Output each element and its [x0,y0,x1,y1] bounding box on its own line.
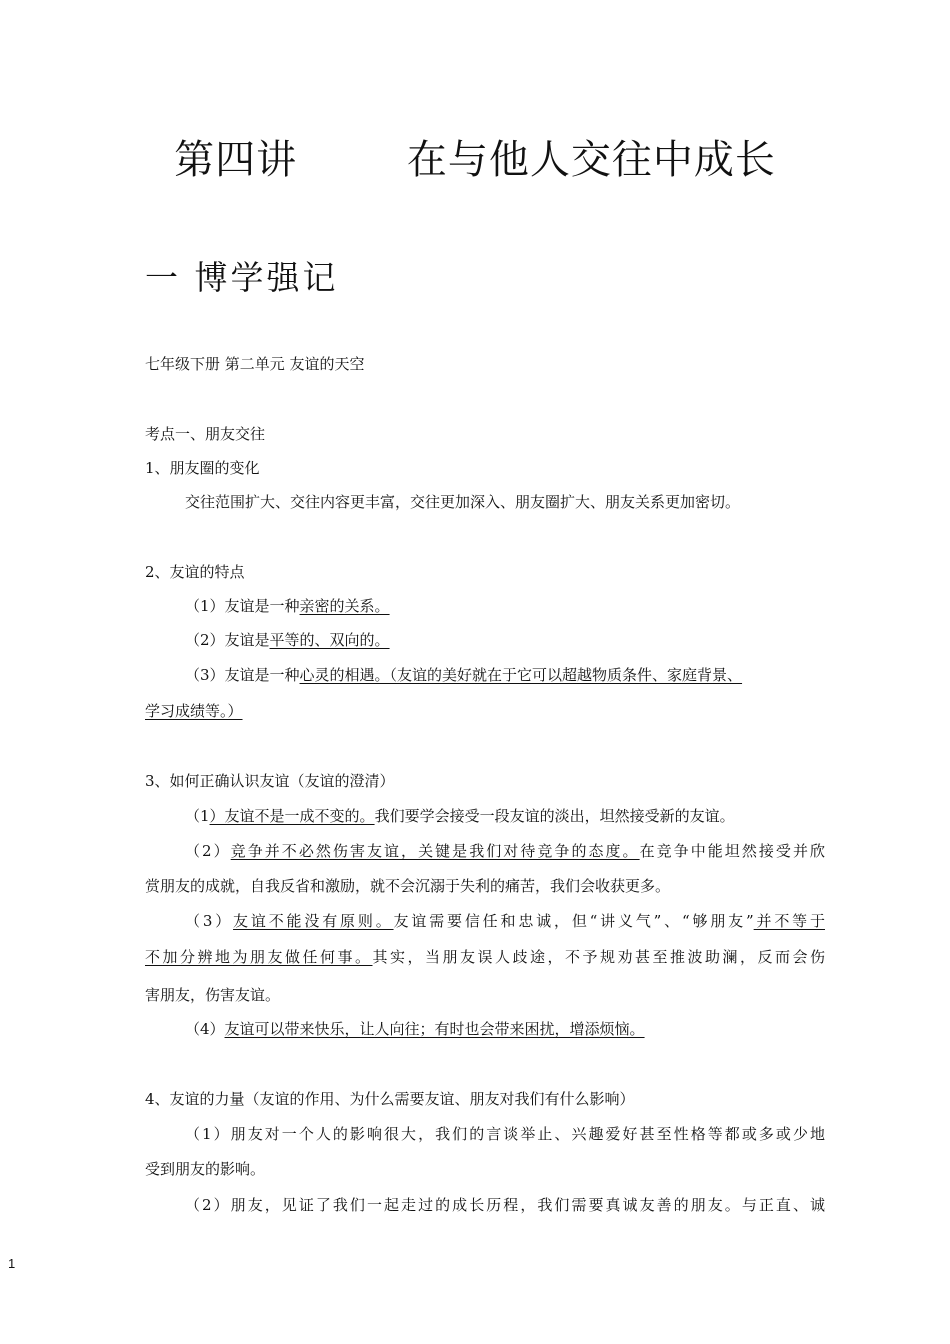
list-item-continuation: 赏朋友的成就，自我反省和激励，就不会沉溺于失利的痛苦，我们会收获更多。 [145,877,671,895]
subsection-heading: 4、友谊的力量（友谊的作用、为什么需要友谊、朋友对我们有什么影响） [145,1090,635,1108]
item-text: （2）友谊是 [185,631,270,649]
item-text: （1）友谊是一种 [185,597,300,615]
item-text: （4） [185,1020,225,1038]
item-text: 其实，当朋友误人歧途，不予规劝甚至推波助澜，反而会伤 [372,948,825,966]
unit-label: 七年级下册 第二单元 友谊的天空 [145,355,365,373]
item-text: 我们要学会接受一段友谊的淡出，坦然接受新的友谊。 [374,807,735,825]
page-title: 第四讲 在与他人交往中成长 [174,137,776,183]
underlined-text: 平等的、双向的。 [269,631,390,649]
list-item [185,595,390,617]
subsection-heading: 3、如何正确认识友谊（友谊的澄清） [145,772,395,790]
list-item [185,910,825,932]
item-text: 在竞争中能坦然接受并欣 [639,842,825,860]
underlined-text: 竞争并不必然伤害友谊，关键是我们对待竞争的态度。 [230,842,640,860]
list-item-continuation: 害朋友，伤害友谊。 [145,986,281,1004]
list-item-continuation [145,946,825,968]
list-item: （2）朋友，见证了我们一起走过的成长历程，我们需要真诚友善的朋友。与正直、诚 [185,1196,825,1214]
list-item [185,629,390,651]
section-heading: 一 博学强记 [145,258,339,297]
item-text: （1 [185,807,210,825]
item-text: 友谊需要信任和忠诚，但“讲义气”、“够朋友” [393,912,754,930]
underlined-text: 友谊可以带来快乐，让人向往；有时也会带来困扰，增添烦恼。 [224,1020,645,1038]
underlined-text: ）友谊不是一成不变的。 [209,807,375,825]
underlined-text: 并不等于 [753,912,825,930]
paragraph: 交往范围扩大、交往内容更丰富，交往更加深入、朋友圈扩大、朋友关系更加密切。 [185,493,741,511]
list-item [185,805,735,827]
underlined-text: 学习成绩等。） [145,702,243,720]
item-text: （3） [185,912,234,930]
list-item-continuation: 受到朋友的影响。 [145,1160,266,1178]
subsection-heading: 1、朋友圈的变化 [145,459,260,477]
list-item [185,664,742,686]
list-item: （1）朋友对一个人的影响很大，我们的言谈举止、兴趣爱好甚至性格等都或多或少地 [185,1125,825,1143]
topic-heading: 考点一、朋友交往 [145,425,266,443]
underlined-text: 亲密的关系。 [299,597,390,615]
list-item-continuation [145,700,243,722]
underlined-text: 友谊不能没有原则。 [233,912,394,930]
list-item [185,840,825,862]
list-item [185,1018,645,1040]
item-text: （3）友谊是一种 [185,666,300,684]
item-text: （2） [185,842,231,860]
subsection-heading: 2、友谊的特点 [145,563,245,581]
underlined-text: 不加分辨地为朋友做任何事。 [145,948,373,966]
page-number: 1 [8,1256,16,1271]
underlined-text: 心灵的相遇。（友谊的美好就在于它可以超越物质条件、家庭背景、 [299,666,743,684]
